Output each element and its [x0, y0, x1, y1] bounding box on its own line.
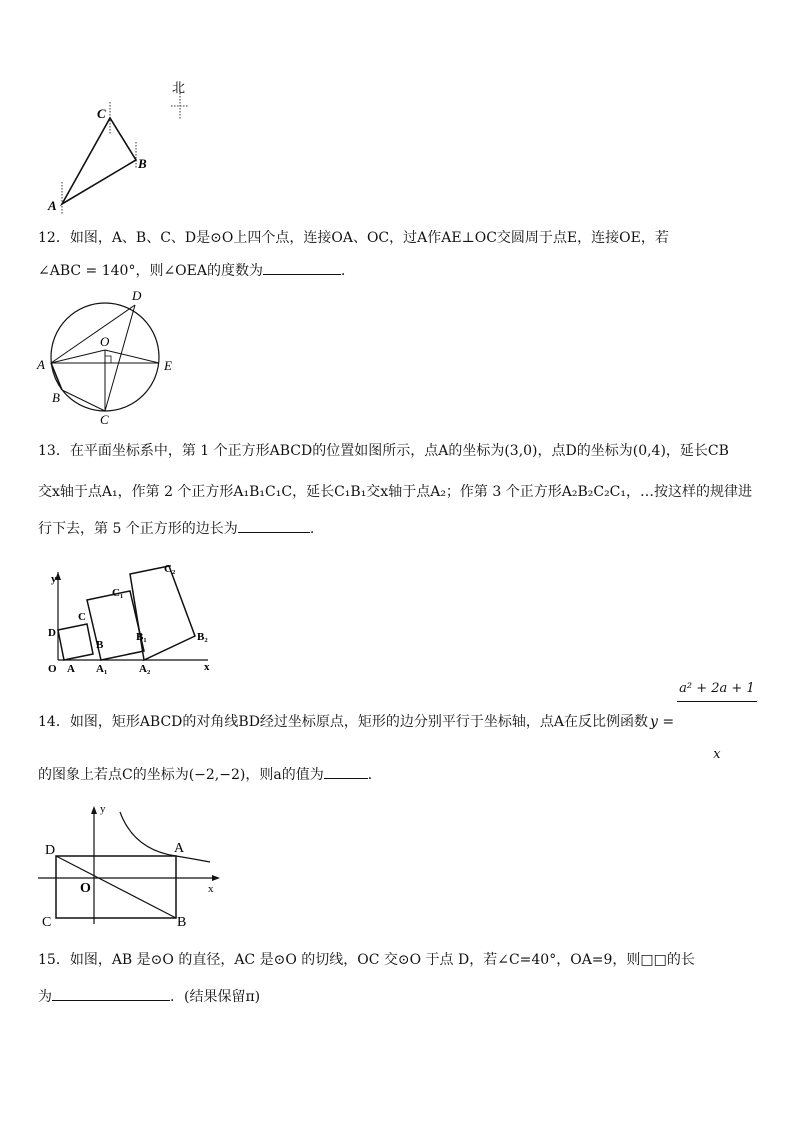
segment-oe: [105, 350, 159, 363]
label-d: D: [132, 288, 142, 303]
point-label-a: A: [48, 198, 57, 213]
question-13-text-2: 交x轴于点A₁，作第 2 个正方形A₁B₁C₁C，延长C₁B₁交x轴于点A₂；作第 3 个正方形A₂B₂C₂C₁，…按这样的规律进: [38, 484, 753, 500]
label-o: O: [100, 334, 110, 349]
answer-blank-14[interactable]: [324, 764, 368, 779]
question-14-line-1: [38, 681, 757, 762]
label-x: x: [208, 883, 214, 895]
x-axis-arrow: [212, 875, 220, 881]
label-c2: C₂: [164, 563, 176, 575]
label-a1: A₁: [96, 663, 108, 675]
segment-oa: [51, 350, 105, 363]
rectangle-figure-14: [36, 802, 226, 930]
diagonal-bd: [56, 856, 176, 918]
question-15-text-2: 为: [38, 989, 52, 1005]
square-1: [58, 624, 93, 660]
label-c1: C₁: [112, 587, 124, 599]
function-lhs: y =: [650, 714, 675, 730]
label-y: y: [51, 573, 57, 585]
label-a: A: [67, 663, 75, 675]
answer-blank-12[interactable]: [263, 260, 341, 275]
label-a: A: [174, 841, 185, 856]
label-o: O: [80, 881, 91, 896]
label-b: B: [177, 915, 187, 930]
point-label-b: B: [138, 156, 147, 171]
label-d: D: [45, 843, 56, 858]
label-o: O: [48, 663, 57, 675]
answer-blank-15[interactable]: [52, 986, 170, 1001]
label-c: C: [78, 611, 86, 623]
function-fraction: [677, 639, 757, 805]
y-axis-arrow: [91, 806, 97, 814]
label-b: B: [96, 639, 104, 651]
question-13-line-3: [38, 518, 314, 539]
circle-figure-12: [34, 286, 184, 426]
square-3: [130, 566, 195, 660]
question-15-line-2: [38, 986, 260, 1007]
question-14-line-2: [38, 764, 382, 785]
question-15-text-1: 15．如图，AB 是⊙O 的直径，AC 是⊙O 的切线，OC 交⊙O 于点 D，若∠C=40°，OA=9，则□□的长: [38, 952, 695, 968]
question-12-text-2: ∠ABC = 140°，则∠OEA的度数为: [38, 263, 263, 279]
right-angle-mark: [105, 356, 111, 363]
question-13-text-1: 13．在平面坐标系中，第 1 个正方形ABCD的位置如图所示，点A的坐标为(3,0)，点D的坐标为(0,4)，延长CB: [38, 443, 729, 459]
question-12-text-1: 12．如图，A、B、C、D是⊙O上四个点，连接OA、OC，过A作AE⊥OC交圆周于点E，连接OE，若: [38, 230, 669, 246]
question-13-line-1: [38, 441, 729, 461]
label-x: x: [204, 661, 210, 673]
label-b: B: [52, 390, 60, 405]
question-14-text-1: 14．如图，矩形ABCD的对角线BD经过坐标原点，矩形的边分别平行于坐标轴，点A在反比例函数: [38, 714, 649, 730]
question-15-suffix: ．(结果保留π): [170, 989, 261, 1005]
squares-figure-13: [40, 560, 230, 684]
segment-ab: [51, 363, 62, 390]
segment-dc: [105, 305, 135, 411]
label-b1: B₁: [136, 631, 147, 643]
hyperbola-curve: [120, 812, 210, 862]
point-label-c: C: [97, 106, 106, 121]
label-a2: A₂: [139, 663, 151, 675]
question-14-text-2: 的图象上若点C的坐标为(−2,−2)，则a的值为: [38, 767, 324, 783]
fraction-denominator: x: [713, 747, 721, 762]
question-12-suffix: ．: [341, 263, 355, 279]
question-13-suffix: .: [309, 521, 315, 537]
question-15-line-1: [38, 950, 695, 970]
label-d: D: [48, 627, 56, 639]
label-c: C: [100, 412, 109, 426]
answer-blank-13[interactable]: [238, 518, 310, 533]
north-label: 北: [172, 80, 186, 95]
question-13-text-3: 行下去，第 5 个正方形的边长为: [38, 521, 238, 537]
question-14-suffix: ．: [367, 767, 382, 783]
triangle-abc: [62, 118, 136, 204]
label-c: C: [42, 915, 52, 930]
question-13-line-2: [38, 482, 752, 502]
label-y: y: [100, 803, 106, 815]
segment-bc: [62, 390, 105, 411]
fraction-numerator: a² + 2a + 1: [677, 679, 757, 702]
question-12-line-1: [38, 228, 669, 248]
label-a: A: [37, 357, 45, 372]
label-b2: B₂: [197, 631, 208, 643]
compass-triangle-figure: [38, 78, 198, 218]
label-e: E: [164, 358, 172, 373]
question-12-line-2: [38, 260, 355, 281]
